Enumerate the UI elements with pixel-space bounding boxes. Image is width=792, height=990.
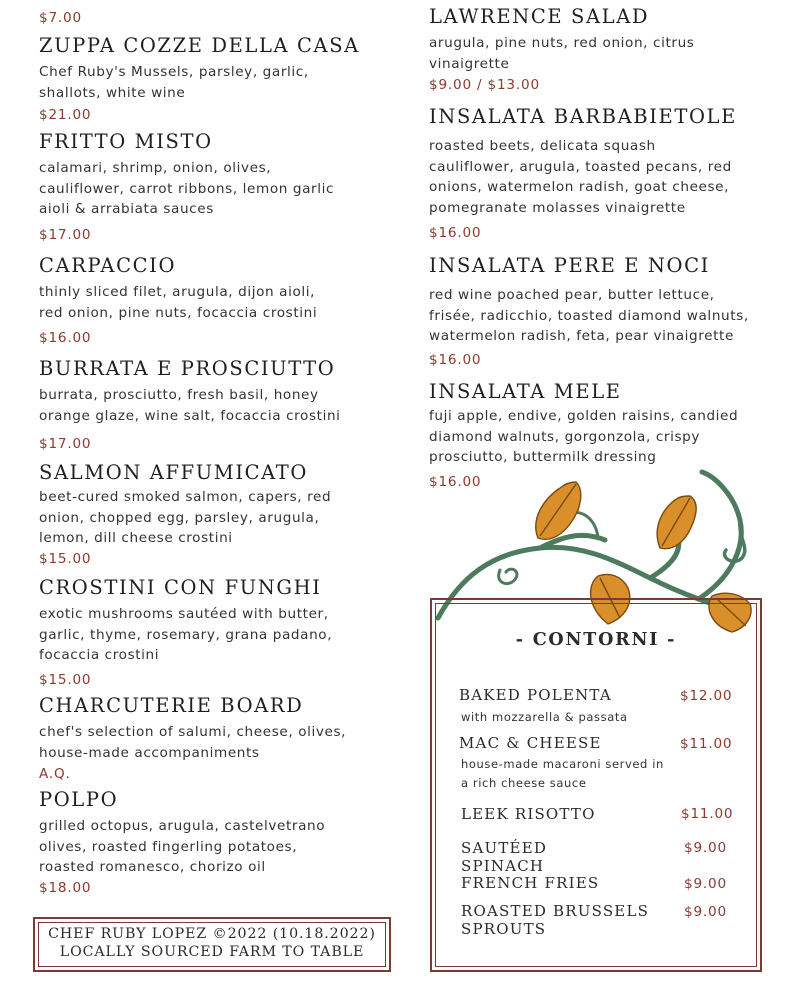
menu-item-title: ZUPPA COZZE DELLA CASA xyxy=(39,34,360,57)
side-item-price: $9.00 xyxy=(684,904,727,920)
menu-item-description: calamari, shrimp, onion, olives, cauliflower, carrot ribbons, lemon garlic aioli & arrabiata sauces xyxy=(39,160,335,217)
side-item-description: house-made macaroni served in a rich cheese sauce xyxy=(461,757,664,790)
menu-item-price: $21.00 xyxy=(39,107,92,123)
menu-item-price: $15.00 xyxy=(39,672,92,688)
menu-item-description: burrata, prosciutto, fresh basil, honey orange glaze, wine salt, focaccia crostini xyxy=(39,387,341,424)
section-title: - CONTORNI - xyxy=(515,630,677,650)
menu-item xyxy=(39,694,346,763)
side-item-name: SAUTÉED SPINACH xyxy=(461,839,548,875)
menu-item-title: FRITTO MISTO xyxy=(39,130,213,153)
menu-item-price: $17.00 xyxy=(39,227,92,243)
footer-credits xyxy=(33,917,391,972)
menu-item-title: SALMON AFFUMICATO xyxy=(39,461,308,484)
side-item-price: $9.00 xyxy=(684,876,727,892)
side-item-name: MAC & CHEESE xyxy=(459,734,602,752)
menu-item-description: red wine poached pear, butter lettuce, frisée, radicchio, toasted diamond walnuts, watermelon radish, feta, pear vinaigrette xyxy=(429,287,749,344)
menu-item-title: CHARCUTERIE BOARD xyxy=(39,694,304,717)
menu-item-price: $15.00 xyxy=(39,551,92,567)
contorni-section xyxy=(430,598,762,972)
menu-item-description: grilled octopus, arugula, castelvetrano olives, roasted fingerling potatoes, roasted romanesco, chorizo oil xyxy=(39,818,326,875)
menu-item-description: roasted beets, delicata squash cauliflower, arugula, toasted pecans, red onions, watermelon radish, goat cheese, pomegranate molasses vinaigrette xyxy=(429,138,732,216)
menu-item-price: $16.00 xyxy=(429,352,482,368)
menu-item-price: A.Q. xyxy=(39,766,71,782)
menu-item-title: BURRATA E PROSCIUTTO xyxy=(39,357,336,380)
menu-item xyxy=(39,254,317,323)
menu-item-price: $16.00 xyxy=(39,330,92,346)
menu-item-price: $16.00 xyxy=(429,474,482,490)
menu-item-title: LAWRENCE SALAD xyxy=(429,5,650,28)
side-item-price: $11.00 xyxy=(681,806,734,822)
menu-item-title: INSALATA MELE xyxy=(429,380,622,403)
menu-item-description: arugula, pine nuts, red onion, citrus vinaigrette xyxy=(429,35,695,72)
menu-item-description: fuji apple, endive, golden raisins, candied diamond walnuts, gorgonzola, crispy prosciutto, buttermilk dressing xyxy=(429,408,739,465)
menu-item xyxy=(39,461,331,549)
footer-line-tagline: LOCALLY SOURCED FARM TO TABLE xyxy=(59,944,365,960)
menu-item-price: $7.00 xyxy=(39,10,82,26)
menu-item xyxy=(429,5,694,74)
side-item-name: BAKED POLENTA xyxy=(459,686,612,704)
menu-item xyxy=(39,34,360,103)
side-item-price: $12.00 xyxy=(680,688,733,704)
menu-item-description: Chef Ruby's Mussels, parsley, garlic, shallots, white wine xyxy=(39,64,309,101)
side-item-price: $9.00 xyxy=(684,840,727,856)
menu-item-description: exotic mushrooms sautéed with butter, garlic, thyme, rosemary, grana padano, focaccia crostini xyxy=(39,606,333,663)
side-item-name: FRENCH FRIES xyxy=(461,874,600,892)
menu-item-description: thinly sliced filet, arugula, dijon aioli, red onion, pine nuts, focaccia crostini xyxy=(39,284,318,321)
footer-line-chef: CHEF RUBY LOPEZ ©2022 (10.18.2022) xyxy=(48,926,376,942)
menu-item xyxy=(429,254,749,347)
menu-item xyxy=(39,130,334,220)
menu-item-description: chef's selection of salumi, cheese, olives, house-made accompaniments xyxy=(39,724,347,761)
menu-item-price: $17.00 xyxy=(39,436,92,452)
menu-item-title: CROSTINI CON FUNGHI xyxy=(39,576,322,599)
side-item-name: LEEK RISOTTO xyxy=(461,805,596,823)
menu-item xyxy=(39,788,325,878)
menu-item xyxy=(39,576,332,666)
side-item-description: with mozzarella & passata xyxy=(461,710,628,724)
menu-item-price: $18.00 xyxy=(39,880,92,896)
menu-item-title: INSALATA BARBABIETOLE xyxy=(429,105,737,128)
menu-item-price: $9.00 / $13.00 xyxy=(429,77,540,93)
menu-item xyxy=(39,357,341,426)
menu-item-description: beet-cured smoked salmon, capers, red onion, chopped egg, parsley, arugula, lemon, dill cheese crostini xyxy=(39,489,332,546)
side-item-name: ROASTED BRUSSELS SPROUTS xyxy=(461,902,650,938)
menu-item xyxy=(429,380,738,468)
menu-item-title: INSALATA PERE E NOCI xyxy=(429,254,710,277)
menu-item-title: POLPO xyxy=(39,788,119,811)
side-item-price: $11.00 xyxy=(680,736,733,752)
menu-item xyxy=(429,105,737,218)
menu-item-price: $16.00 xyxy=(429,225,482,241)
menu-item-title: CARPACCIO xyxy=(39,254,177,277)
